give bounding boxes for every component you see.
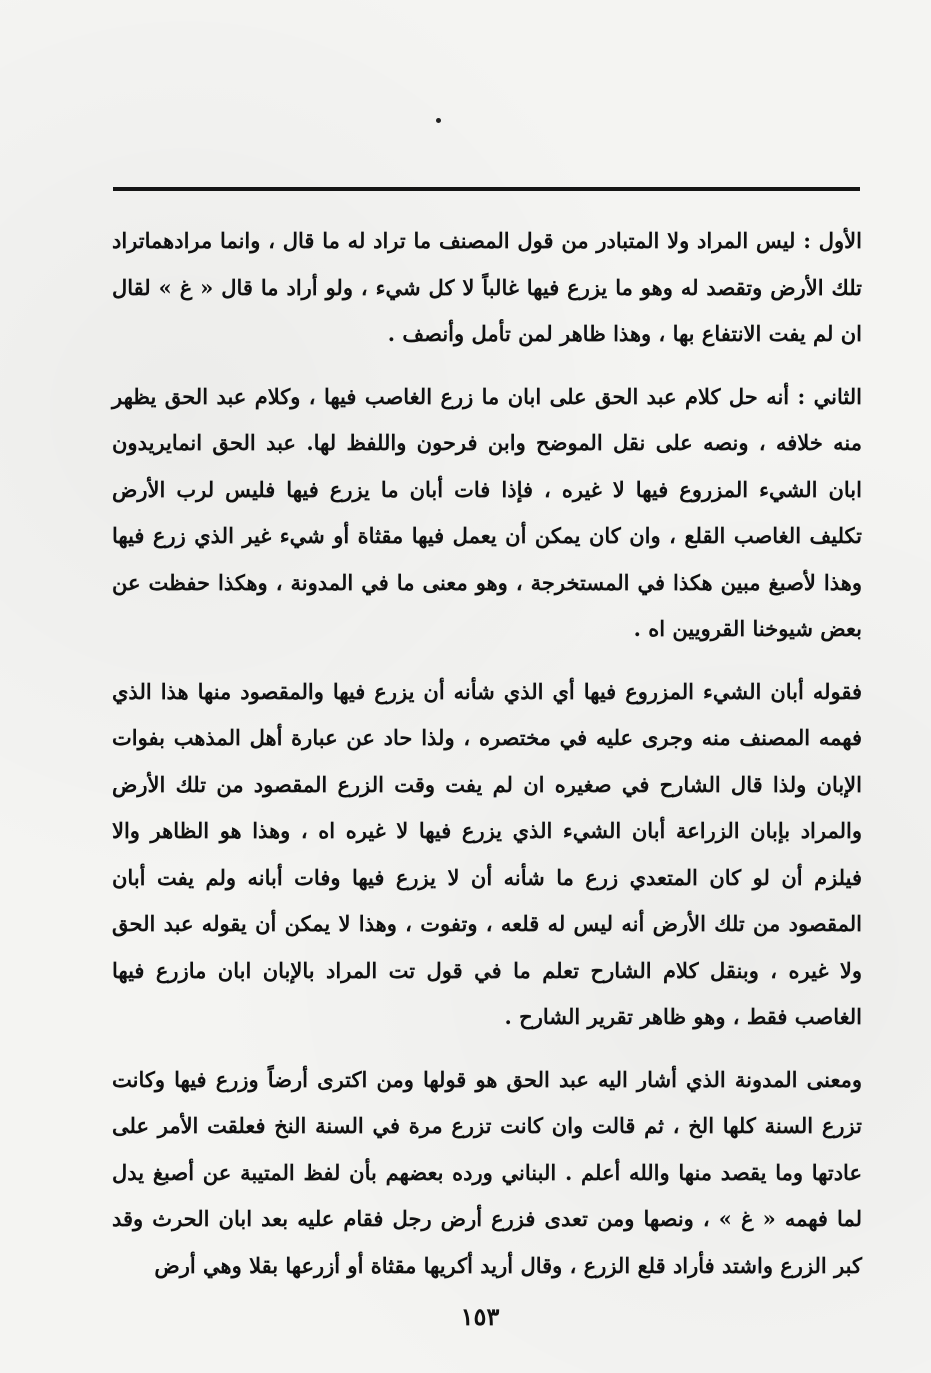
body-text [112, 218, 862, 1289]
paragraph-2: الثاني : أنه حل كلام عبد الحق على ابان ما زرع الغاصب فيها ، وكلام عبد الحق يظهر منه خلافه ، ونصه على نقل الموضح وابن فرحون واللفظ لها. عبد الحق انمايريدون ابان الشيء المزروع فيها لا غيره ، فإذا فات أبان ما يزرع فيها فليس لرب الأرض تكليف الغاصب القلع ، وان كان يمكن أن يعمل فيها مقثاة أو شيء غير الذي زرع فيها وهذا لأصبغ مبين هكذا في المستخرجة ، وهو معنى ما في المدونة ، وهكذا حفظت عن بعض شيوخنا القرويين اه . [112, 383, 862, 641]
ink-dot [436, 118, 441, 123]
paragraph-1: الأول : ليس المراد ولا المتبادر من قول المصنف ما تراد له ما قال ، وانما مرادهماتراد تلك الأرض وتقصد له وهو ما يزرع فيها غالباً لا كل شيء ، ولو أراد ما قال « غ » لقال ان لم يفت الانتفاع بها ، وهذا ظاهر لمن تأمل وأنصف . [112, 228, 862, 346]
page-number: ١٥٣ [460, 1302, 500, 1331]
paragraph-4: ومعنى المدونة الذي أشار اليه عبد الحق هو قولها ومن اكترى أرضاً وزرع فيها وكانت تزرع السنة كلها الخ ، ثم قالت وان كانت تزرع مرة في السنة النخ فعلقت الأمر على عادتها وما يقصد منها والله أعلم . البناني ورده بعضهم بأن لفظ المتيبة عن أصبغ يدل لما فهمه « غ » ، ونصها ومن تعدى فزرع أرض رجل فقام عليه بعد ابان الحرث وقد كبر الزرع واشتد فأراد قلع الزرع ، وقال أريد أكريها مقثاة أو أزرعها بقلا وهي أرض [112, 1066, 862, 1278]
paragraph-3: فقوله أبان الشيء المزروع فيها أي الذي شأنه أن يزرع فيها والمقصود منها هذا الذي فهمه المصنف منه وجرى عليه في مختصره ، ولذا حاد عن عبارة أهل المذهب بفوات الإبان ولذا قال الشارح في صغيره ان لم يفت وقت الزرع المقصود من تلك الأرض والمراد بإبان الزراعة أبان الشيء الذي يزرع فيها لا غيره اه ، وهذا هو الظاهر والا فيلزم أن لو كان المتعدي زرع ما شأنه أن لا يزرع فيها وفات أبانه ولم يفت أبان المقصود من تلك الأرض أنه ليس له قلعه ، وتفوت ، وهذا لا يمكن أن يقوله عبد الحق ولا غيره ، وبنقل كلام الشارح تعلم ما في قول تت المراد بالإبان ابان مازرع فيها الغاصب فقط ، وهو ظاهر تقرير الشارح . [112, 678, 862, 1029]
header-rule [113, 187, 860, 191]
